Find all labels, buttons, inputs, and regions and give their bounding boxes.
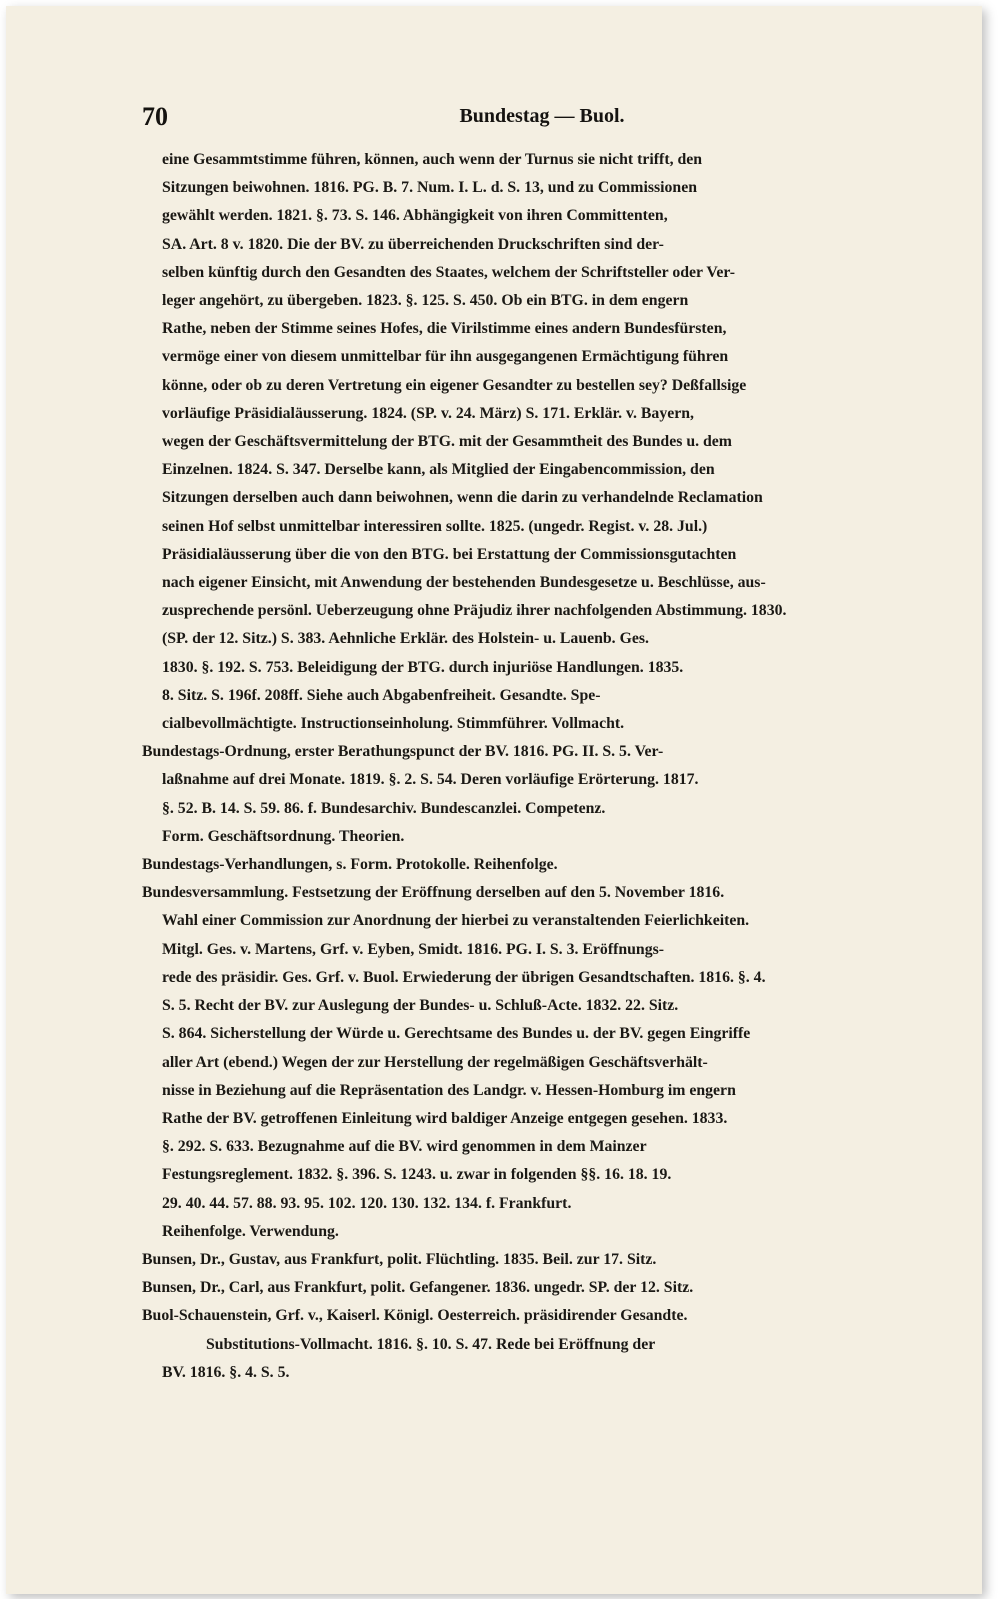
text-line: Wahl einer Commission zur Anordnung der hierbei zu veranstaltenden Feierlichkeiten.: [162, 912, 750, 930]
book-page: [6, 6, 982, 1594]
text-line: Rathe, neben der Stimme seines Hofes, die Virilstimme eines andern Bundesfürsten,: [162, 320, 727, 338]
text-line: Form. Geschäftsordnung. Theorien.: [162, 827, 405, 845]
text-line: könne, oder ob zu deren Vertretung ein eigener Gesandter zu bestellen sey? Deßfallsige: [162, 376, 747, 394]
text-line: (SP. der 12. Sitz.) S. 383. Aehnliche Erklär. des Holstein- u. Lauenb. Ges.: [162, 630, 649, 648]
entry-headword-line: Bundesversammlung. Festsetzung der Eröffnung derselben auf den 5. November 1816.: [142, 884, 725, 902]
text-line: wegen der Geschäftsvermittelung der BTG. mit der Gesammtheit des Bundes u. dem: [162, 433, 732, 451]
text-line: SA. Art. 8 v. 1820. Die der BV. zu überreichenden Druckschriften sind der-: [162, 235, 664, 253]
entry-headword-line: Bunsen, Dr., Carl, aus Frankfurt, polit. Gefangener. 1836. ungedr. SP. der 12. Sitz.: [142, 1279, 694, 1297]
entry-headword-line: Bunsen, Dr., Gustav, aus Frankfurt, polit. Flüchtling. 1835. Beil. zur 17. Sitz.: [142, 1250, 657, 1268]
text-line: leger angehört, zu übergeben. 1823. §. 125. S. 450. Ob ein BTG. in dem engern: [162, 292, 689, 310]
text-line: 8. Sitz. S. 196f. 208ff. Siehe auch Abgabenfreiheit. Gesandte. Spe-: [162, 686, 601, 704]
text-line: Festungsreglement. 1832. §. 396. S. 1243. u. zwar in folgenden §§. 16. 18. 19.: [162, 1166, 672, 1184]
text-line: seinen Hof selbst unmittelbar interessiren sollte. 1825. (ungedr. Regist. v. 28. Jul.): [162, 517, 708, 535]
text-line: vorläufige Präsidialäusserung. 1824. (SP. v. 24. März) S. 171. Erklär. v. Bayern,: [162, 404, 694, 422]
text-line: §. 52. B. 14. S. 59. 86. f. Bundesarchiv. Bundescanzlei. Competenz.: [162, 799, 606, 817]
text-line: vermöge einer von diesem unmittelbar für ihn ausgegangenen Ermächtigung führen: [162, 348, 729, 366]
text-line: nach eigener Einsicht, mit Anwendung der bestehenden Bundesgesetze u. Beschlüsse, aus-: [162, 574, 766, 592]
text-line: S. 5. Recht der BV. zur Auslegung der Bundes- u. Schluß-Acte. 1832. 22. Sitz.: [162, 997, 679, 1015]
text-line: Einzelnen. 1824. S. 347. Derselbe kann, als Mitglied der Eingabencommission, den: [162, 461, 715, 479]
text-line: rede des präsidir. Ges. Grf. v. Buol. Erwiederung der übrigen Gesandtschaften. 1816. §. 4.: [162, 968, 766, 986]
text-line: eine Gesammtstimme führen, können, auch wenn der Turnus sie nicht trifft, den: [162, 151, 703, 168]
text-line: S. 864. Sicherstellung der Würde u. Gerechtsame des Bundes u. der BV. gegen Eingriffe: [162, 1025, 751, 1043]
text-line: Rathe der BV. getroffenen Einleitung wird baldiger Anzeige entgegen gesehen. 1833.: [162, 1109, 728, 1127]
running-head: Bundestag — Buol.: [459, 105, 625, 127]
index-text-body: [142, 146, 942, 1387]
text-line: Sitzungen beiwohnen. 1816. PG. B. 7. Num. I. L. d. S. 13, und zu Commissionen: [162, 179, 698, 197]
text-line: §. 292. S. 633. Bezugnahme auf die BV. wird genommen in dem Mainzer: [162, 1138, 647, 1156]
text-line: Mitgl. Ges. v. Martens, Grf. v. Eyben, Smidt. 1816. PG. I. S. 3. Eröffnungs-: [162, 940, 664, 958]
text-line: nisse in Beziehung auf die Repräsentation des Landgr. v. Hessen-Homburg im engern: [162, 1081, 736, 1099]
text-line: 1830. §. 192. S. 753. Beleidigung der BTG. durch injuriöse Handlungen. 1835.: [162, 658, 684, 676]
text-line: Reihenfolge. Verwendung.: [162, 1222, 339, 1240]
page-number: 70: [142, 102, 168, 131]
text-line: Präsidialäusserung über die von den BTG. bei Erstattung der Commissionsgutachten: [162, 545, 737, 563]
text-line: zusprechende persönl. Ueberzeugung ohne Präjudiz ihrer nachfolgenden Abstimmung. 1830.: [162, 602, 787, 620]
text-line: laßnahme auf drei Monate. 1819. §. 2. S. 54. Deren vorläufige Erörterung. 1817.: [162, 771, 699, 789]
entry-headword-line: Bundestags-Ordnung, erster Berathungspunct der BV. 1816. PG. II. S. 5. Ver-: [142, 743, 664, 761]
entry-headword-line: Buol-Schauenstein, Grf. v., Kaiserl. Königl. Oesterreich. präsidirender Gesandte.: [142, 1307, 688, 1325]
text-line: cialbevollmächtigte. Instructionseinholung. Stimmführer. Vollmacht.: [162, 715, 625, 733]
text-line: selben künftig durch den Gesandten des Staates, welchem der Schriftsteller oder Ver-: [162, 263, 736, 281]
page-header: [142, 102, 942, 132]
text-line: aller Art (ebend.) Wegen der zur Herstellung der regelmäßigen Geschäftsverhält-: [162, 1053, 708, 1071]
entry-headword-line: Bundestags-Verhandlungen, s. Form. Protokolle. Reihenfolge.: [142, 856, 558, 874]
text-line: Sitzungen derselben auch dann beiwohnen, wenn die darin zu verhandelnde Reclamation: [162, 489, 763, 507]
text-line: 29. 40. 44. 57. 88. 93. 95. 102. 120. 130. 132. 134. f. Frankfurt.: [162, 1194, 572, 1212]
text-line: BV. 1816. §. 4. S. 5.: [162, 1363, 290, 1381]
text-line: gewählt werden. 1821. §. 73. S. 146. Abhängigkeit von ihren Committenten,: [162, 207, 668, 225]
text-line: Substitutions-Vollmacht. 1816. §. 10. S. 47. Rede bei Eröffnung der: [206, 1335, 656, 1353]
